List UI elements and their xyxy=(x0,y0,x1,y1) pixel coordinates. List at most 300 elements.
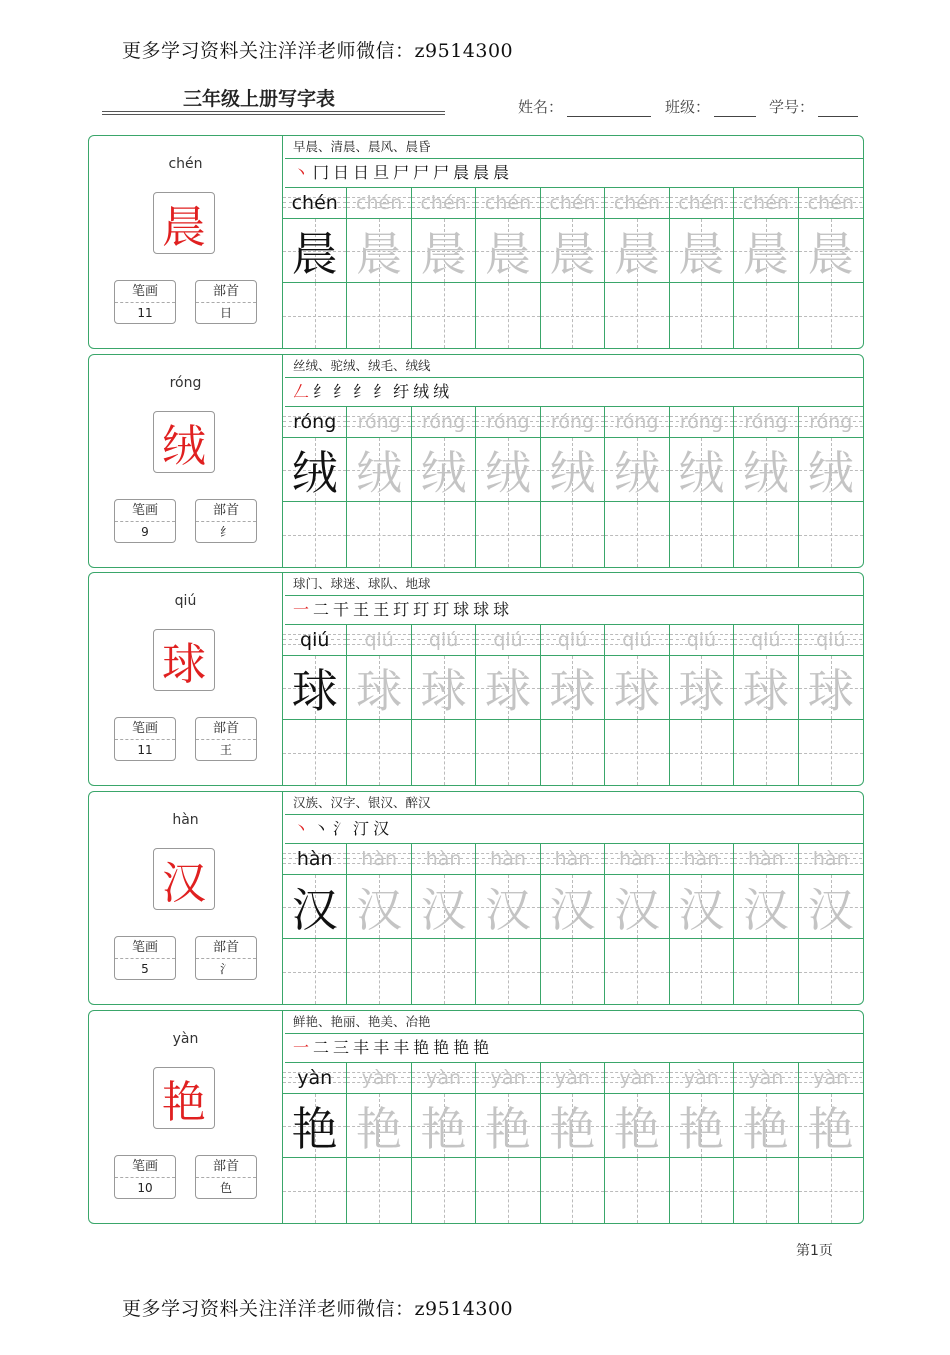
char-trace: 艳 xyxy=(742,1101,789,1156)
stroke-step: 艳 xyxy=(453,1038,470,1057)
tian-grid-cell xyxy=(799,656,863,720)
practice-cell[interactable] xyxy=(734,1158,798,1223)
practice-cell[interactable] xyxy=(799,939,863,1004)
practice-cell[interactable] xyxy=(283,1158,347,1223)
stroke-count-label: 笔画 xyxy=(115,500,175,522)
radical-box xyxy=(195,936,257,980)
pinyin-trace: qiú xyxy=(364,628,394,651)
stroke-order xyxy=(285,596,863,625)
pinyin-cell xyxy=(670,406,734,438)
tian-grid-cell xyxy=(476,656,540,720)
practice-cell[interactable] xyxy=(605,283,669,348)
pinyin-cell xyxy=(541,406,605,438)
stroke-step: 丶 xyxy=(293,819,310,838)
stroke-step: 丶 xyxy=(313,819,330,838)
practice-cell[interactable] xyxy=(799,502,863,567)
practice-cell[interactable] xyxy=(734,502,798,567)
pinyin-trace: róng xyxy=(615,410,659,433)
example-words: 丝绒、驼绒、绒毛、绒线 xyxy=(285,355,863,378)
stroke-step: 一 xyxy=(293,600,310,619)
tian-grid-cell xyxy=(605,219,669,283)
character-pinyin: róng xyxy=(169,375,202,391)
tian-grid-cell xyxy=(541,438,605,502)
writing-grid xyxy=(283,843,863,1004)
char-trace: 绒 xyxy=(549,445,596,500)
tian-grid-cell xyxy=(605,438,669,502)
practice-cell[interactable] xyxy=(476,1158,540,1223)
stroke-step: 晨 xyxy=(453,163,470,182)
stroke-step: 球 xyxy=(493,600,510,619)
tian-grid-cell xyxy=(283,1094,347,1158)
pinyin-cell xyxy=(605,187,669,219)
tian-grid-cell xyxy=(347,656,411,720)
tian-grid-cell xyxy=(670,875,734,939)
stroke-step: 艳 xyxy=(473,1038,490,1057)
character-card xyxy=(88,1010,864,1224)
practice-cell[interactable] xyxy=(799,1158,863,1223)
stroke-step: 晨 xyxy=(473,163,490,182)
stroke-step: 日 xyxy=(353,163,370,182)
name-label: 姓名： xyxy=(518,98,564,116)
radical-box xyxy=(195,280,257,324)
stroke-step: 绒 xyxy=(413,382,430,401)
pinyin-trace: chén xyxy=(807,191,854,214)
character-card xyxy=(88,354,864,568)
char-trace: 汉 xyxy=(613,882,660,937)
character-info-panel xyxy=(89,792,283,1004)
char-trace: 汉 xyxy=(356,882,403,937)
character-pinyin: chén xyxy=(168,156,203,172)
model-character: 艳 xyxy=(153,1067,215,1129)
practice-cell[interactable] xyxy=(283,939,347,1004)
student-id-label: 学号： xyxy=(769,98,815,116)
character-pinyin: qiú xyxy=(174,593,197,609)
pinyin-cell xyxy=(734,187,798,219)
stroke-step: 球 xyxy=(453,600,470,619)
char-trace: 晨 xyxy=(420,226,467,281)
practice-cell[interactable] xyxy=(476,720,540,785)
practice-cell[interactable] xyxy=(541,1158,605,1223)
tian-grid-cell xyxy=(605,656,669,720)
student-id-field[interactable] xyxy=(769,96,858,117)
pinyin-cell xyxy=(412,406,476,438)
practice-cell[interactable] xyxy=(799,283,863,348)
pinyin-trace: chén xyxy=(356,191,403,214)
char-trace: 晨 xyxy=(356,226,403,281)
practice-cell[interactable] xyxy=(347,939,411,1004)
pinyin-cell xyxy=(476,624,540,656)
practice-cell[interactable] xyxy=(412,1158,476,1223)
pinyin-cell xyxy=(734,406,798,438)
stroke-count-value: 10 xyxy=(137,1181,153,1195)
practice-cell[interactable] xyxy=(670,1158,734,1223)
pinyin-cell xyxy=(347,1062,411,1094)
class-field[interactable] xyxy=(665,96,756,117)
pinyin-trace: qiú xyxy=(686,628,717,651)
practice-cell[interactable] xyxy=(541,283,605,348)
pinyin-model: yàn xyxy=(297,1066,333,1089)
stroke-step: 冂 xyxy=(313,163,330,182)
tian-grid-cell xyxy=(605,875,669,939)
pinyin-cell xyxy=(476,1062,540,1094)
tian-grid-cell xyxy=(412,656,476,720)
stroke-step: 纡 xyxy=(393,382,410,401)
practice-cell[interactable] xyxy=(605,1158,669,1223)
practice-cell[interactable] xyxy=(734,939,798,1004)
stroke-step: 球 xyxy=(473,600,490,619)
pinyin-cell xyxy=(541,624,605,656)
radical-box xyxy=(195,1155,257,1199)
pinyin-cell xyxy=(734,843,798,875)
stroke-count-box xyxy=(114,280,176,324)
stroke-step: 丰 xyxy=(353,1038,370,1057)
pinyin-cell xyxy=(670,1062,734,1094)
radical-label: 部首 xyxy=(196,718,256,740)
char-trace: 球 xyxy=(807,663,854,718)
stroke-step: 纟 xyxy=(373,382,390,401)
tian-grid-cell xyxy=(605,1094,669,1158)
pinyin-cell xyxy=(799,1062,863,1094)
char-trace: 汉 xyxy=(678,882,725,937)
char-trace: 晨 xyxy=(485,226,532,281)
stroke-count-box xyxy=(114,717,176,761)
tian-grid-cell xyxy=(347,1094,411,1158)
writing-grid xyxy=(283,406,863,567)
practice-cell[interactable] xyxy=(670,939,734,1004)
pinyin-cell xyxy=(283,1062,347,1094)
pinyin-trace: hàn xyxy=(425,847,462,870)
student-id-blank[interactable] xyxy=(818,102,858,117)
pinyin-cell xyxy=(476,187,540,219)
pinyin-cell xyxy=(799,624,863,656)
stroke-count-value: 11 xyxy=(137,743,153,757)
char-trace: 艳 xyxy=(613,1101,660,1156)
char-model: 绒 xyxy=(291,445,338,500)
char-trace: 球 xyxy=(742,663,789,718)
top-banner: 更多学习资料关注洋洋老师微信：z9514300 xyxy=(122,40,514,62)
char-trace: 艳 xyxy=(549,1101,596,1156)
stroke-step: 尸 xyxy=(413,163,430,182)
stroke-step: 艳 xyxy=(413,1038,430,1057)
pinyin-cell xyxy=(283,187,347,219)
pinyin-trace: qiú xyxy=(493,628,523,651)
practice-cell[interactable] xyxy=(476,939,540,1004)
radical-label: 部首 xyxy=(196,500,256,522)
writing-grid xyxy=(283,187,863,348)
practice-cell[interactable] xyxy=(541,939,605,1004)
pinyin-trace: hàn xyxy=(747,847,784,870)
pinyin-cell xyxy=(541,843,605,875)
char-model: 汉 xyxy=(291,882,338,937)
tian-grid-cell xyxy=(799,875,863,939)
character-pinyin: hàn xyxy=(172,812,199,828)
character-card xyxy=(88,791,864,1005)
name-field[interactable] xyxy=(518,96,651,117)
stroke-order xyxy=(285,378,863,407)
char-trace: 绒 xyxy=(613,445,660,500)
pinyin-cell xyxy=(541,1062,605,1094)
char-trace: 绒 xyxy=(420,445,467,500)
pinyin-cell xyxy=(605,843,669,875)
char-model: 艳 xyxy=(291,1101,338,1156)
practice-cell[interactable] xyxy=(283,283,347,348)
pinyin-trace: chén xyxy=(420,191,467,214)
practice-cell[interactable] xyxy=(347,502,411,567)
pinyin-trace: qiú xyxy=(816,628,846,651)
stroke-step: 尸 xyxy=(433,163,450,182)
stroke-count-box xyxy=(114,499,176,543)
tian-grid-cell xyxy=(541,219,605,283)
tian-grid-cell xyxy=(347,219,411,283)
tian-grid-cell xyxy=(670,1094,734,1158)
tian-grid-cell xyxy=(476,1094,540,1158)
pinyin-cell xyxy=(605,624,669,656)
radical-label: 部首 xyxy=(196,1156,256,1178)
char-trace: 球 xyxy=(485,663,532,718)
pinyin-cell xyxy=(283,624,347,656)
pinyin-trace: hàn xyxy=(619,847,655,870)
pinyin-trace: yàn xyxy=(683,1066,719,1089)
character-info-panel xyxy=(89,1011,283,1223)
pinyin-cell xyxy=(734,1062,798,1094)
practice-cell[interactable] xyxy=(734,283,798,348)
stroke-count-value: 5 xyxy=(141,962,149,976)
stroke-step: 𠃋 xyxy=(293,382,310,401)
pinyin-trace: róng xyxy=(486,410,530,433)
practice-cell[interactable] xyxy=(347,1158,411,1223)
stroke-step: 一 xyxy=(293,1038,310,1057)
example-words: 早晨、清晨、晨风、晨昏 xyxy=(285,136,863,159)
pinyin-trace: hàn xyxy=(554,847,591,870)
char-trace: 晨 xyxy=(549,226,596,281)
pinyin-cell xyxy=(347,843,411,875)
pinyin-model: chén xyxy=(291,191,338,214)
tian-grid-cell xyxy=(799,438,863,502)
model-character: 汉 xyxy=(153,848,215,910)
practice-cell[interactable] xyxy=(734,720,798,785)
model-character: 球 xyxy=(153,629,215,691)
char-trace: 晨 xyxy=(807,226,854,281)
char-trace: 绒 xyxy=(485,445,532,500)
tian-grid-cell xyxy=(734,1094,798,1158)
pinyin-trace: qiú xyxy=(557,628,588,651)
class-blank[interactable] xyxy=(714,102,756,117)
pinyin-trace: qiú xyxy=(751,628,781,651)
tian-grid-cell xyxy=(541,1094,605,1158)
pinyin-cell xyxy=(412,843,476,875)
stroke-step: 日 xyxy=(333,163,350,182)
stroke-step: 绒 xyxy=(433,382,450,401)
practice-cell[interactable] xyxy=(605,502,669,567)
pinyin-trace: chén xyxy=(549,191,596,214)
pinyin-model: qiú xyxy=(300,628,330,651)
stroke-step: 丰 xyxy=(393,1038,410,1057)
tian-grid-cell xyxy=(283,219,347,283)
pinyin-cell xyxy=(412,187,476,219)
pinyin-trace: yàn xyxy=(361,1066,397,1089)
practice-cell[interactable] xyxy=(476,502,540,567)
stroke-step: 王 xyxy=(353,600,370,619)
tian-grid-cell xyxy=(347,875,411,939)
pinyin-trace: yàn xyxy=(490,1066,526,1089)
tian-grid-cell xyxy=(476,875,540,939)
char-trace: 球 xyxy=(549,663,596,718)
bottom-banner: 更多学习资料关注洋洋老师微信：z9514300 xyxy=(122,1298,514,1320)
tian-grid-cell xyxy=(734,656,798,720)
pinyin-trace: chén xyxy=(742,191,789,214)
radical-label: 部首 xyxy=(196,937,256,959)
character-info-panel xyxy=(89,136,283,348)
pinyin-cell xyxy=(799,406,863,438)
class-label: 班级： xyxy=(665,98,711,116)
stroke-order xyxy=(285,815,863,844)
radical-value: 日 xyxy=(219,306,232,320)
pinyin-cell xyxy=(670,187,734,219)
title-underline xyxy=(102,111,445,112)
pinyin-cell xyxy=(347,187,411,219)
example-words: 鲜艳、艳丽、艳美、冶艳 xyxy=(285,1011,863,1034)
character-card xyxy=(88,572,864,786)
practice-cell[interactable] xyxy=(347,720,411,785)
char-model: 晨 xyxy=(291,226,338,281)
pinyin-cell xyxy=(283,406,347,438)
practice-cell[interactable] xyxy=(283,720,347,785)
tian-grid-cell xyxy=(412,438,476,502)
char-trace: 汉 xyxy=(485,882,532,937)
pinyin-trace: róng xyxy=(550,410,595,433)
char-trace: 汉 xyxy=(807,882,854,937)
stroke-count-label: 笔画 xyxy=(115,1156,175,1178)
practice-cell[interactable] xyxy=(799,720,863,785)
stroke-step: 汉 xyxy=(373,819,390,838)
stroke-step: 晨 xyxy=(493,163,510,182)
stroke-step: 尸 xyxy=(393,163,410,182)
char-trace: 绒 xyxy=(807,445,854,500)
character-pinyin: yàn xyxy=(172,1031,199,1047)
stroke-count-label: 笔画 xyxy=(115,718,175,740)
pinyin-trace: hàn xyxy=(683,847,720,870)
practice-cell[interactable] xyxy=(670,720,734,785)
stroke-step: 旦 xyxy=(373,163,390,182)
stroke-order xyxy=(285,1034,863,1063)
pinyin-trace: hàn xyxy=(490,847,526,870)
char-trace: 艳 xyxy=(356,1101,403,1156)
char-model: 球 xyxy=(291,663,338,718)
stroke-count-label: 笔画 xyxy=(115,281,175,303)
pinyin-cell xyxy=(541,187,605,219)
tian-grid-cell xyxy=(476,219,540,283)
pinyin-cell xyxy=(283,843,347,875)
pinyin-trace: qiú xyxy=(622,628,652,651)
practice-cell[interactable] xyxy=(412,283,476,348)
stroke-step: 玎 xyxy=(393,600,410,619)
pinyin-cell xyxy=(347,406,411,438)
stroke-order xyxy=(285,159,863,188)
practice-cell[interactable] xyxy=(541,502,605,567)
practice-cell[interactable] xyxy=(412,720,476,785)
radical-box xyxy=(195,499,257,543)
practice-cell[interactable] xyxy=(670,283,734,348)
practice-cell[interactable] xyxy=(605,939,669,1004)
example-words: 球门、球迷、球队、地球 xyxy=(285,573,863,596)
character-info-panel xyxy=(89,355,283,567)
stroke-step: 二 xyxy=(313,1038,330,1057)
char-trace: 绒 xyxy=(742,445,789,500)
stroke-count-label: 笔画 xyxy=(115,937,175,959)
char-trace: 绒 xyxy=(356,445,403,500)
stroke-step: 艳 xyxy=(433,1038,450,1057)
char-trace: 汉 xyxy=(742,882,789,937)
model-character: 晨 xyxy=(153,192,215,254)
tian-grid-cell xyxy=(670,219,734,283)
stroke-count-box xyxy=(114,1155,176,1199)
pinyin-cell xyxy=(412,1062,476,1094)
char-trace: 汉 xyxy=(549,882,596,937)
pinyin-cell xyxy=(799,843,863,875)
stroke-step: 干 xyxy=(333,600,350,619)
char-trace: 晨 xyxy=(678,226,725,281)
char-trace: 艳 xyxy=(678,1101,725,1156)
tian-grid-cell xyxy=(734,219,798,283)
practice-cell[interactable] xyxy=(412,939,476,1004)
pinyin-trace: yàn xyxy=(748,1066,784,1089)
pinyin-cell xyxy=(670,624,734,656)
writing-grid xyxy=(283,624,863,785)
stroke-step: 汀 xyxy=(353,819,370,838)
model-character: 绒 xyxy=(153,411,215,473)
tian-grid-cell xyxy=(412,1094,476,1158)
practice-cell[interactable] xyxy=(541,720,605,785)
tian-grid-cell xyxy=(670,656,734,720)
tian-grid-cell xyxy=(412,875,476,939)
pinyin-trace: chén xyxy=(678,191,725,214)
practice-cell[interactable] xyxy=(476,283,540,348)
pinyin-trace: róng xyxy=(809,410,853,433)
stroke-count-box xyxy=(114,936,176,980)
practice-cell[interactable] xyxy=(670,502,734,567)
tian-grid-cell xyxy=(799,1094,863,1158)
pinyin-cell xyxy=(605,406,669,438)
practice-cell[interactable] xyxy=(605,720,669,785)
pinyin-trace: chén xyxy=(613,191,661,214)
stroke-step: 玎 xyxy=(433,600,450,619)
pinyin-model: hàn xyxy=(296,847,333,870)
page-number: 第1页 xyxy=(796,1243,833,1259)
stroke-step: 纟 xyxy=(313,382,330,401)
pinyin-cell xyxy=(799,187,863,219)
practice-cell[interactable] xyxy=(412,502,476,567)
char-trace: 晨 xyxy=(742,226,789,281)
tian-grid-cell xyxy=(283,875,347,939)
char-trace: 艳 xyxy=(485,1101,532,1156)
pinyin-cell xyxy=(476,406,540,438)
pinyin-trace: yàn xyxy=(555,1066,590,1089)
name-blank[interactable] xyxy=(567,102,651,117)
practice-cell[interactable] xyxy=(283,502,347,567)
pinyin-cell xyxy=(734,624,798,656)
stroke-step: 氵 xyxy=(333,819,350,838)
char-trace: 球 xyxy=(356,663,403,718)
pinyin-trace: yàn xyxy=(426,1066,462,1089)
practice-cell[interactable] xyxy=(347,283,411,348)
pinyin-trace: róng xyxy=(744,410,788,433)
radical-box xyxy=(195,717,257,761)
radical-value: 王 xyxy=(219,743,232,757)
tian-grid-cell xyxy=(734,875,798,939)
tian-grid-cell xyxy=(541,656,605,720)
pinyin-trace: róng xyxy=(679,410,723,433)
pinyin-trace: hàn xyxy=(812,847,849,870)
